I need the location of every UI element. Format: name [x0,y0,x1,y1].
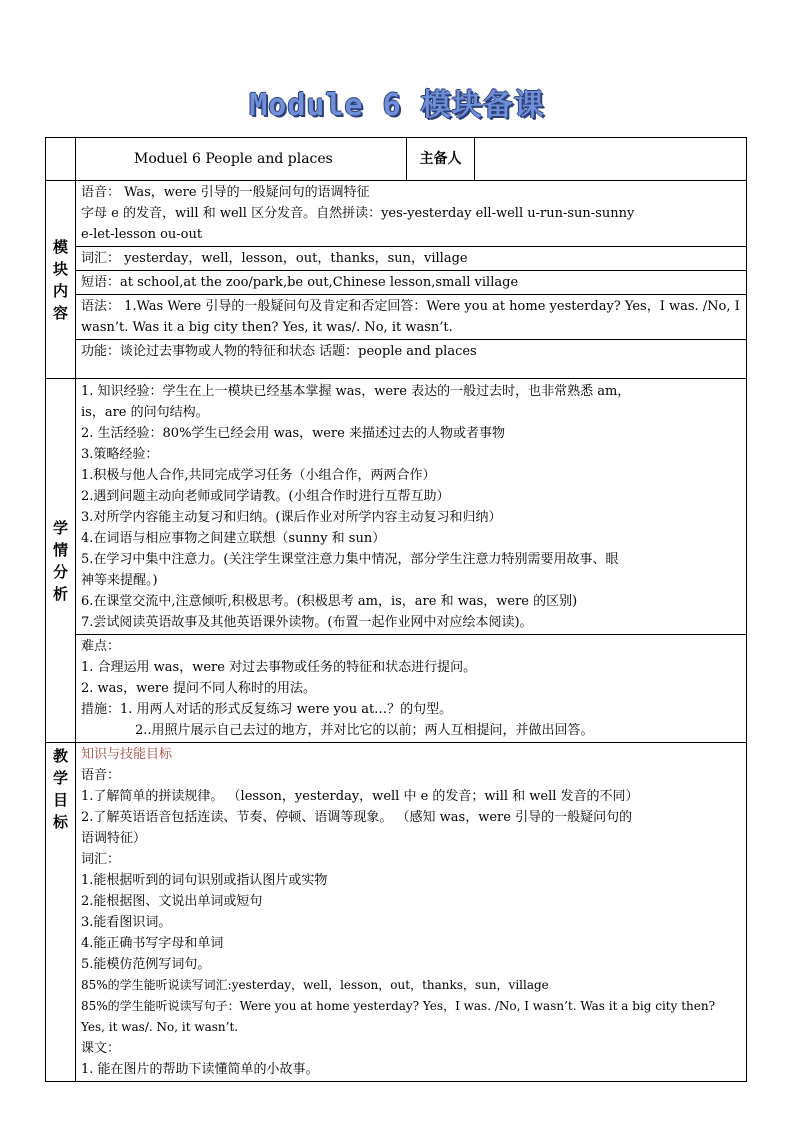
preparer-value [475,138,747,181]
module-name: Moduel 6 People and places [76,138,407,181]
vocab-cell: 词汇： yesterday，well，lesson，out，thanks，sun，village [76,247,747,271]
section-label-goals: 教 学 目 标 [46,743,76,1082]
preparer-label: 主备人 [407,138,475,181]
analysis-cell: 1. 知识经验：学生在上一模块已经基本掌握 was，were 表达的一般过去时，也非常熟悉 am， is，are 的问句结构。 2. 生活经验：80%学生已经会用 was，were 来描述过去的人物或者事物 3.策略经验： 1.积极与他人合作,共同完成学习任务（小组合作，两两合作） 2.遇到问题主动向老师或同学请教。(小组合作时进行互帮互助） 3.对所学内容能主动复习和归纳。(课后作业对所学内容主动复习和归纳） 4.在词语与相应事物之间建立联想（sunny 和 sun） 5.在学习中集中注意力。(关注学生课堂注意力集中情况，部分学生注意力特别需要用故事、眼 神等来提醒。) 6.在课堂交流中,注意倾听,积极思考。(积极思考 am，is，are 和 was，were 的区别) 7.尝试阅读英语故事及其他英语课外读物。(布置一起作业网中对应绘本阅读)。 [76,379,747,635]
section-label-content: 模 块 内 容 [46,181,76,379]
function-cell: 功能：谈论过去事物或人物的特征和状态 话题：people and places [76,340,747,379]
phonetics-cell: 语音： Was，were 引导的一般疑问句的语调特征 字母 e 的发音，will 和 well 区分发音。自然拼读：yes-yesterday ell-well u-run-sun-sunny e-let-lesson ou-out [76,181,747,247]
page-title: Module 6 模块备课 [249,88,545,123]
header-row [46,138,747,181]
corner-cell [46,138,76,181]
goals-heading: 知识与技能目标 [81,747,173,762]
difficulty-cell: 难点： 1. 合理运用 was，were 对过去事物或任务的特征和状态进行提问。 2. was，were 提问不同人称时的用法。 措施：1. 用两人对话的形式反复练习 were you at…？的句型。 2..用照片展示自己去过的地方，并对比它的以前；两人互相提问，并做出回答。 [76,635,747,743]
lesson-plan-table [45,137,747,1082]
grammar-cell: 语法： 1.Was Were 引导的一般疑问句及肯定和否定回答：Were you at home yesterday? Yes，I was. /No, I wasn’t. Was it a big city then? Yes, it was/. No, it wasn’t. [76,295,747,340]
goals-cell: 知识与技能目标 语音： 1.了解简单的拼读规律。 （lesson，yesterday，well 中 e 的发音；will 和 well 发音的不同） 2.了解英语语音包括连读、节奏、停顿、语调等现象。 （感知 was，were 引导的一般疑问句的 语调特征） 词汇： 1.能根据听到的词句识别或指认图片或实物 2.能根据图、文说出单词或短句 3.能看图识词。 4.能正确书写字母和单词 5.能模仿范例写词句。 85%的学生能听说读写词汇:yesterday，well，lesson，out，thanks，sun，village 85%的学生能听说读写句子：Were you at home yesterday? Yes，I was. /No, I wasn’t. Was it a big city then? Yes, it was/. No, it wasn’t. 课文： 1. 能在图片的帮助下读懂简单的小故事。 [76,743,747,1082]
phrases-cell: 短语：at school,at the zoo/park,be out,Chinese lesson,small village [76,271,747,295]
section-label-analysis: 学 情 分 析 [46,379,76,743]
